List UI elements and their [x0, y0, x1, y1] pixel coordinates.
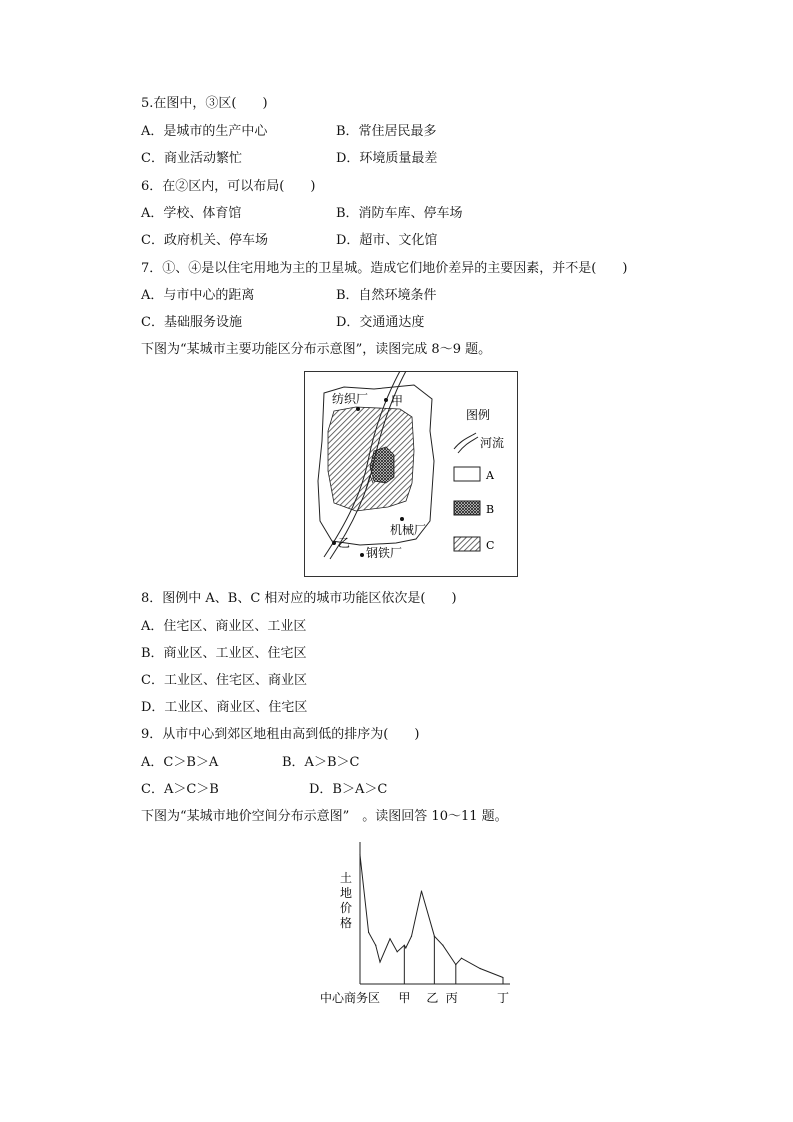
land-price-chart [310, 838, 520, 1010]
q6-option-a: A．学校、体育馆 [141, 206, 242, 221]
label-textile: 纺织厂 [332, 392, 369, 406]
q6-option-d: D．超市、文化馆 [336, 233, 438, 248]
q7-option-a: A．与市中心的距离 [141, 288, 255, 303]
x-tick-label: 乙 [426, 991, 439, 1005]
q5-stem: 5.在图中，③区( ) [141, 96, 268, 111]
price-point [368, 932, 369, 933]
x-tick-label: 中心商务区 [320, 991, 381, 1005]
intro-map: 下图为“某城市主要功能区分布示意图”，读图完成 8～9 题。 [141, 342, 492, 357]
legend-river-label: 河流 [480, 436, 505, 450]
textile-dot [356, 407, 360, 411]
city-function-map [304, 371, 518, 577]
label-steel: 钢铁厂 [366, 546, 403, 560]
q7-stem: 7．①、④是以住宅用地为主的卫星城。造成它们地价差异的主要因素，并不是( ) [141, 261, 628, 276]
price-point [421, 890, 422, 891]
price-point [434, 936, 435, 937]
x-tick-label: 丁 [497, 991, 510, 1005]
q9-option-b: B．A＞B＞C [282, 755, 360, 770]
legend-b-swatch [454, 501, 480, 515]
q6-option-b: B．消防车库、停车场 [336, 206, 463, 221]
q9-option-d: D．B＞A＞C [309, 782, 388, 797]
legend-a-swatch [454, 467, 480, 481]
legend-a-label: A [486, 469, 494, 482]
intro-chart: 下图为“某城市地价空间分布示意图” 。读图回答 10～11 题。 [141, 809, 508, 824]
q8-option-a: A．住宅区、商业区、工业区 [141, 619, 307, 634]
q5-option-c: C．商业活动繁忙 [141, 151, 242, 166]
q5-option-b: B．常住居民最多 [336, 124, 437, 139]
legend-title: 图例 [466, 408, 491, 422]
q6-option-c: C．政府机关、停车场 [141, 233, 268, 248]
price-point [404, 945, 405, 946]
price-point [455, 964, 456, 965]
price-point [389, 938, 390, 939]
label-machinery: 机械厂 [390, 523, 427, 537]
price-point [405, 947, 406, 948]
price-point [359, 854, 360, 855]
q8-option-b: B．商业区、工业区、住宅区 [141, 646, 307, 661]
jia-dot [384, 398, 388, 402]
price-point [461, 958, 462, 959]
q6-stem: 6．在②区内，可以布局( ) [141, 179, 316, 194]
q8-stem: 8．图例中 A、B、C 相对应的城市功能区依次是( ) [141, 591, 457, 606]
price-point [375, 945, 376, 946]
machinery-dot [400, 517, 404, 521]
q8-option-c: C．工业区、住宅区、商业区 [141, 673, 307, 688]
price-point [442, 945, 443, 946]
land-price-line [360, 855, 503, 978]
q5-option-d: D．环境质量最差 [336, 151, 438, 166]
q7-option-c: C．基础服务设施 [141, 315, 242, 330]
q8-option-d: D．工业区、商业区、住宅区 [141, 700, 308, 715]
steel-dot [360, 553, 364, 557]
x-tick-label: 丙 [445, 991, 458, 1005]
label-yi: 乙 [338, 536, 351, 550]
q9-option-c: C．A＞C＞B [141, 782, 219, 797]
price-point [502, 977, 503, 978]
price-point [411, 936, 412, 937]
q9-option-a: A．C＞B＞A [141, 755, 219, 770]
q5-option-a: A．是城市的生产中心 [141, 124, 268, 139]
y-axis-label: 土地价格 [339, 871, 353, 930]
price-point [397, 951, 398, 952]
q9-stem: 9．从市中心到郊区地租由高到低的排序为( ) [141, 727, 420, 742]
yi-dot [332, 541, 336, 545]
q7-option-b: B．自然环境条件 [336, 288, 437, 303]
x-tick-label: 甲 [398, 991, 411, 1005]
label-jia: 甲 [391, 394, 404, 408]
price-point [480, 968, 481, 969]
legend-c-swatch [454, 537, 480, 551]
legend-b-label: B [486, 503, 495, 516]
zone-c-hatched [328, 407, 414, 511]
q7-option-d: D．交通通达度 [336, 315, 425, 330]
legend-c-label: C [486, 539, 495, 552]
price-point [379, 961, 380, 962]
